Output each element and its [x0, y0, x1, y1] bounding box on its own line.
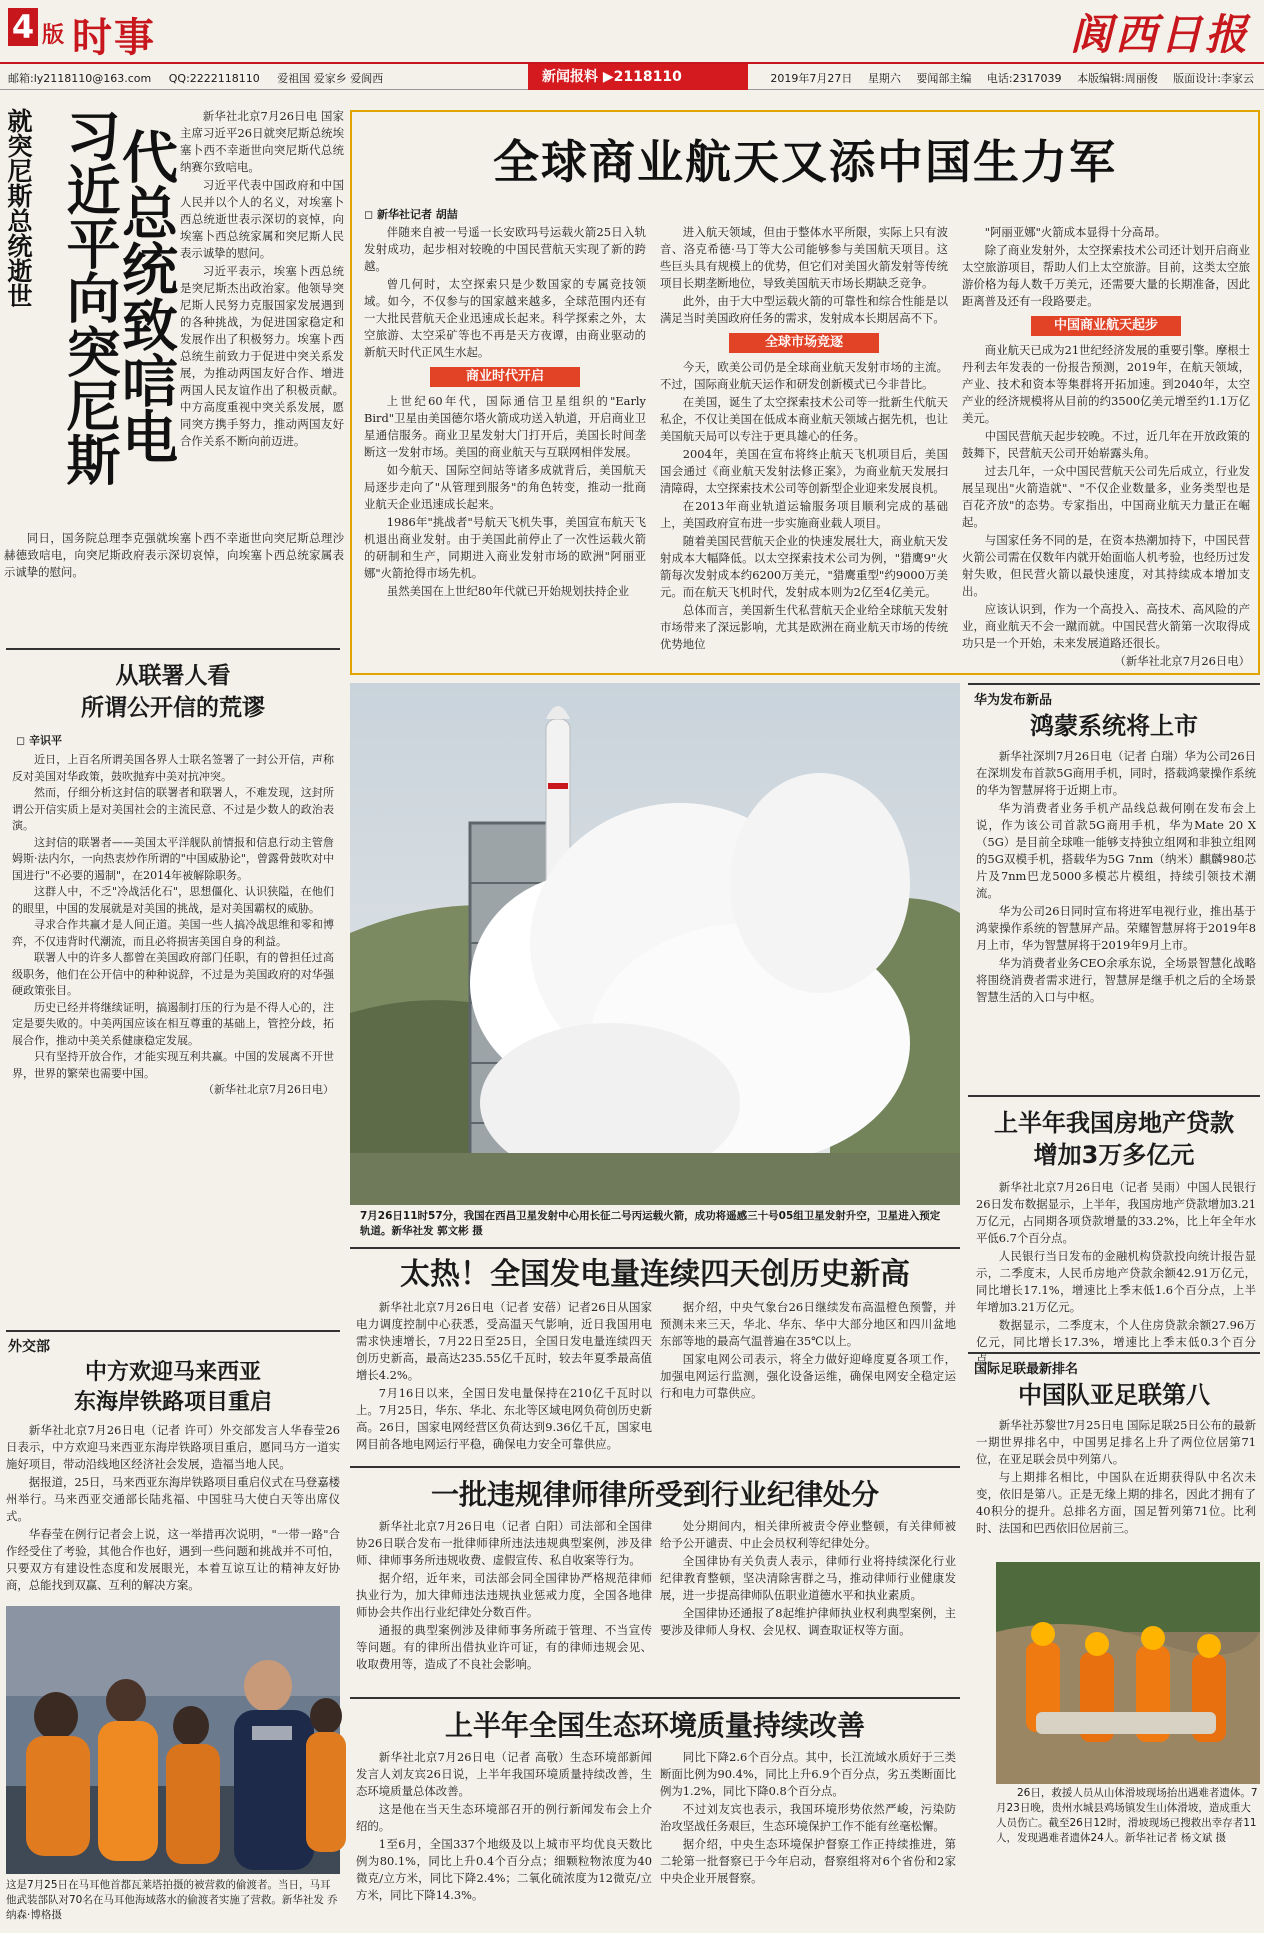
story-body: 近日，上百名所谓美国各界人士联名签署了一封公开信，声称反对美国对华政策，鼓吹抛弃中美对抗冲突。 然而，仔细分析这封信的联署者和联署人，不难发现，这封所谓公开信实质上是对美国社会的主流民意、不过是少数人的政治表演。 这封信的联署者——美国太平洋舰队前情报和信息行动主管詹姆斯·法内尔，一向热衷炒作所谓的"中国威胁论"，曾露骨鼓吹对中国进行"不必要的遏制"，在2014年被解除职务。 这群人中，不乏"冷战活化石"，思想僵化、认识狭隘，在他们的眼里，中国的发展就是对美国的挑战，是对美国霸权的威胁。 寻求合作共赢才是人间正道。美国一些人搞冷战思维和零和博弈，不仅违背时代潮流，而且必将损害美国自身的利益。 联署人中的许多人都曾在美国政府部门任职，有的曾担任过高级职务，他们在公开信中的种种说辞，不过是为美国政府的对华强硬政策张目。 历史已经并将继续证明，搞遏制打压的行为是不得人心的，注定是要失败的。中美两国应该在相互尊重的基础上，管控分歧，拓展合作，推动中美关系健康稳定发展。 只有坚持开放合作，才能实现互利共赢。中国的发展离不开世界，世界的繁荣也需要中国。 （新华社北京7月26日电）: [6, 752, 340, 1332]
story-column-2: 据介绍，中央气象台26日继续发布高温橙色预警，并预测未来三天，华北、华东、华中大部分地区和四川盆地东部等地的最高气温普遍在35℃以上。 国家电网公司表示，将全力做好迎峰度夏各项工作，加强电网运行监测，强化设备运维，确保电网安全稳定运行和电力可靠供应。: [660, 1300, 956, 1400]
football-ranking-story: [968, 1352, 1260, 1557]
story-column-2: 进入航天领域，但由于整体水平所限，实际上只有波音、洛克希德·马丁等大公司能够参与美国航天项目。这些巨头具有规模上的优势，但它们对美国火箭发射等传统项目长期垄断地位，导致美国航天市场长期缺乏竞争。 此外，由于大中型运载火箭的可靠性和综合性能是以满足当时美国政府任务的需求，发射成本长期居高不下。 全球市场竞逐 今天，欧美公司仍是全球商业航天发射市场的主流。不过，国际商业航天运作和研发创新模式已今非昔比。 在美国，诞生了太空探索技术公司等一批新生代航天私企，不仅让美国在低成本商业航天领域占据先机，也让美国航天局可以专注于更具雄心的任务。 2004年，美国在宣布将终止航天飞机项目后，美国国会通过《商业航天发射法修正案》，为商业航天发展扫清障碍，太空探索技术公司等创新型企业迎来发展良机。 在2013年商业轨道运输服务项目顺利完成的基础上，美国政府宣布进一步实施商业载人项目。 随着美国民营航天企业的快速发展壮大，商业航天发射成本大幅降低。以太空探索技术公司为例，"猎鹰9"火箭每次发射成本约6200万美元，"猎鹰重型"约9000万美元。而在航天飞机时代，发射成本则为2亿至4亿美元。 总体而言，美国新生代私营航天企业给全球航天发射市场带来了深远影响，尤其是欧洲在商业航天市场的传统优势地位: [660, 225, 948, 651]
headline-line-2: 东海岸铁路项目重启: [73, 1390, 272, 1415]
story-column-1: 伴随来自被一号遥一长安欧玛号运载火箭25日入轨发射成功，起步相对较晚的中国民营航天实现了新的跨越。 曾几何时，太空探索只是少数国家的专属竞技领域。如今，不仅参与的国家越来越多，全球范围内还有一大批民营航天企业迅速成长起来。科学探索之外，太空旅游、太空采矿等也不再是天方夜谭，由商业驱动的新航天时代正风生水起。 商业时代开启 上世纪60年代，国际通信卫星组织的"Early Bird"卫星由美国德尔塔火箭成功送入轨道，开启商业卫星通信服务。商业卫星发射大门打开后，美国长时间垄断这一发射市场。美国的商业航天与互联网相伴发展。 如今航天、国际空间站等诸多成就背后，美国航天局逐步走向了"从管理到服务"的角色转变，推动一批商业航天企业迅速成长起来。 1986年"挑战者"号航天飞机失事，美国宣布航天飞机退出商业发射。由于美国此前停止了一次性运载火箭的研制和生产，同期进入商业发射市场的欧洲"阿丽亚娜"火箭抢得市场先机。 虽然美国在上世纪80年代就已开始规划扶持企业: [364, 225, 646, 598]
designer: 版面设计:李家云: [1173, 72, 1254, 85]
lawyer-discipline-story: [350, 1466, 960, 1696]
story-kicker: 国际足联最新排名: [974, 1362, 1079, 1377]
story-body: 新华社北京7月26日电（记者 许可）外交部发言人华春莹26日表示，中方欢迎马来西亚东海岸铁路项目重启，愿同马方一道实施好项目，带动沿线地区经济社会发展，造福当地人民。 据报道，25日，马来西亚东海岸铁路项目重启仪式在马登嘉楼州举行。马来西亚交通部长陆兆福、中国驻马大使白天等出席仪式。 华春莹在例行记者会上说，这一举措再次说明，"一带一路"合作经受住了考验，其他合作也好，遇到一些问题和挑战并不可怕，只要双方有建设性态度和发展眼光，本着互谅互让的精神友好协商，总能找到双赢、互利的解决方案。: [6, 1423, 340, 1592]
power-generation-story: [350, 1247, 960, 1465]
headline: 中国队亚足联第八: [1018, 1381, 1210, 1409]
commentary-story: [6, 648, 340, 1328]
headline: 太热！全国发电量连续四天创历史新高: [400, 1257, 910, 1292]
story-column-2: 处分期间内，相关律所被责令停业整顿，有关律师被给予公开谴责、中止会员权利等纪律处分。 全国律协有关负责人表示，律师行业将持续深化行业纪律教育整顿，坚决清除害群之马，推动律师行业健康发展，进一步提高律师队伍职业道德水平和执业素质。 全国律协还通报了8起维护律师执业权利典型案例，主要涉及律师人身权、会见权、调查取证权等方面。: [660, 1519, 956, 1637]
duty-editor: 要闻部主编: [916, 72, 972, 85]
headline: 鸿蒙系统将上市: [1030, 712, 1198, 740]
dateline: （新华社北京7月26日电）: [203, 1083, 334, 1096]
photo-caption: 7月26日11时57分，我国在西昌卫星发射中心用长征二号丙运载火箭，成功将遥感三十号05组卫星发射升空，卫星进入预定轨道。新华社发 郭文彬 摄: [360, 1210, 941, 1237]
info-bar: [0, 62, 1264, 90]
headline-line-1: 从联署人看: [115, 663, 231, 689]
email-text: 邮箱:ly2118110@163.com: [8, 72, 152, 85]
commercial-space-story: [350, 110, 1260, 675]
qq-text: QQ:2222118110: [168, 72, 260, 85]
xi-condolence-story: [4, 108, 344, 538]
rescued-migrants-photo: [6, 1606, 340, 1874]
newspaper-logo: 阆西日报: [1069, 10, 1250, 59]
headline: 上半年全国生态环境质量持续改善: [444, 1709, 865, 1742]
story-column-1: 新华社北京7月26日电（记者 高敬）生态环境部新闻发言人刘友宾26日说，上半年我国环境质量持续改善，生态环境质量总体改善。 这是他在当天生态环境部召开的例行新闻发布会上介绍的。 1至6月，全国337个地级及以上城市平均优良天数比例为80.1%，同比上升0.4个百分点；细颗粒物浓度为40微克/立方米，同比下降2.4%；二氧化硫浓度为12微克/立方米，同比下降14.3%。: [356, 1750, 652, 1902]
malaysia-railway-story: [6, 1330, 340, 1600]
story-kicker: 外交部: [8, 1339, 50, 1355]
story-body: 新华社北京7月26日电 国家主席习近平26日就突尼斯总统埃塞卜西不幸逝世向突尼斯代总统纳赛尔致唁电。 习近平代表中国政府和中国人民并以个人的名义，对埃塞卜西总统逝世表示深切的哀悼，向埃塞卜西总统家属和突尼斯人民表示诚挚的慰问。 习近平表示，埃塞卜西总统是突尼斯杰出政治家。他领导突尼斯人民努力克服国家发展遇到的各种挑战，为促进国家稳定和发展作出了积极努力。埃塞卜西总统生前致力于促进中突关系发展，为推动两国友好合作、增进两国人民友谊作出了积极贡献。中方高度重视中突关系发展，愿同突方携手努力，推动两国友好合作关系不断向前迈进。: [180, 109, 344, 448]
story-kicker: 华为发布新品: [974, 693, 1053, 708]
photo-caption: 这是7月25日在马耳他首都瓦莱塔拍摄的被营救的偷渡者。当日，马耳他武装部队对70名在马耳他海域落水的偷渡者实施了营救。新华社发 乔纳森·博格摄: [6, 1879, 338, 1921]
headline-line-1: 上半年我国房地产贷款: [994, 1109, 1234, 1137]
weekday: 星期六: [867, 72, 901, 85]
author-byline: ◻ 辛识平: [16, 734, 62, 747]
headline-line-2: 所谓公开信的荒谬: [81, 695, 265, 721]
property-loan-story: [968, 1095, 1260, 1366]
story-body: 新华社苏黎世7月25日电 国际足联25日公布的最新一期世界排名中，中国男足排名上升了两位位居第71位，在亚足联会员中列第八。 与上期排名相比，中国队在近期获得队中名次未变，依旧是第八。正是无缘上期的排名，因此才拥有了40积分的提升。总排名方面，国足暂列第71位。比利时、法国和巴西依旧位居前三。: [976, 1418, 1256, 1535]
subhead-global-market: 全球市场竞逐: [729, 333, 879, 353]
edition-editor: 本版编辑:周丽俊: [1077, 72, 1158, 85]
rocket-launch-photo: [350, 683, 960, 1205]
headline-line-1: 中方欢迎马来西亚: [84, 1360, 261, 1385]
headline: 一批违规律师律所受到行业纪律处分: [430, 1478, 879, 1511]
headline-line-2: 代总统致唁电: [113, 128, 178, 464]
story-body: 新华社北京7月26日电（记者 吴雨）中国人民银行26日发布数据显示，上半年，我国房地产贷款增加3.21万亿元，占同期各项贷款增量的33.2%，比上年全年水平低6.7个百分点。 人民银行当日发布的金融机构贷款投向统计报告显示，二季度末，人民币房地产贷款余额42.91万亿元，同比增长17.1%，增速比上季末低1.6个百分点，上半年增加3.21万亿元。 数据显示，二季度末，个人住房贷款余额27.96万亿元，同比增长17.3%，增速比上季末低0.3个百分点。: [976, 1180, 1256, 1366]
section-title: 时事: [72, 15, 156, 61]
byline: ◻ 新华社记者 胡喆: [364, 208, 458, 221]
headline-line-2: 增加3万多亿元: [1033, 1141, 1195, 1169]
lead-headline: 全球商业航天又添中国生力军: [493, 135, 1117, 189]
page-ban-label: 版: [42, 23, 65, 48]
xi-story-continued: 同日，国务院总理李克强就埃塞卜西不幸逝世向突尼斯总理沙赫德致唁电，向突尼斯政府表示深切哀悼，向埃塞卜西总统家属表示诚挚的慰问。: [4, 531, 344, 579]
ecology-story: [350, 1697, 960, 1933]
page-number: 4: [8, 8, 38, 46]
story-column-1: 新华社北京7月26日电（记者 白阳）司法部和全国律协26日联合发布一批律师律所违法违规典型案例，涉及律师、律师事务所违规收费、虚假宣传、私自收案等行为。 据介绍，近年来，司法部会同全国律协严格规范律师执业行为，加大律师违法违规执业惩戒力度，全国各地律师协会共作出行业纪律处分数百件。 通报的典型案例涉及律师事务所疏于管理、不当宣传等问题。有的律所出借执业许可证，有的律师违规会见、收取费用等，造成了不良社会影响。: [356, 1519, 652, 1671]
story-column-1: 新华社北京7月26日电（记者 安蓓）记者26日从国家电力调度控制中心获悉，受高温天气影响，近日我国用电需求快速增长，7月22日至25日，全国日发电量连续四天创历史新高，最高达235.55亿千瓦时，较去年夏季最高值增长4.2%。 7月16日以来，全国日发电量保持在210亿千瓦时以上。7月25日，华东、华北、东北等区域电网负荷创历史新高。26日，国家电网经营区负荷达到9.36亿千瓦，国家电网目前各地电网运行平稳，确保电力安全可靠供应。: [356, 1300, 652, 1451]
story-column-2: 同比下降2.6个百分点。其中，长江流域水质好于三类断面比例为90.4%，同比上升6.9个百分点，劣五类断面比例为1.2%，同比下降0.8个百分点。 不过刘友宾也表示，我国环境形势依然严峻，污染防治攻坚战任务艰巨，生态环境保护工作不能有丝毫松懈。 据介绍，中央生态环境保护督察工作正持续推进，第二轮第一批督察已于今年启动，督察组将对6个省份和2家中央企业开展督察。: [660, 1750, 956, 1885]
phone: 电话:2317039: [986, 72, 1062, 85]
landslide-rescue-photo: [996, 1562, 1260, 1784]
news-hotline: 新闻报料 ▶2118110: [528, 64, 748, 90]
issue-date: 2019年7月27日: [770, 72, 853, 85]
story-body: 新华社深圳7月26日电（记者 白瑞）华为公司26日在深圳发布首款5G商用手机，同时，搭载鸿蒙操作系统的华为智慧屏将于近期上市。 华为消费者业务手机产品线总裁何刚在发布会上说，作为该公司首款5G商用手机，华为Mate 20 X（5G）是目前全球唯一能够支持独立组网和非独立组网的5G双模手机，搭载华为5G 7nm（纳米）麒麟980芯片及7nm巴龙5000多模芯片模组，持续引领技术潮流。 华为公司26日同时宣布将进军电视行业，推出基于鸿蒙操作系统的智慧屏产品。荣耀智慧屏将于2019年8月上市，华为智慧屏将于2019年9月上市。 华为消费者业务CEO余承东说，全场景智慧化战略将围绕消费者需求进行，智慧屏是继手机之后的全场景智慧生活的入口与中枢。: [976, 749, 1256, 1004]
photo-caption: 26日，救援人员从山体滑坡现场抬出遇难者遗体。7月23日晚，贵州水城县鸡场镇发生山体滑坡，造成重大人员伤亡。截至26日12时，滑坡现场已搜救出幸存者11人，发现遇难者遗体24人。新华社记者 杨文斌 摄: [996, 1787, 1258, 1844]
headline-line-1: 习近平向突尼斯: [58, 108, 121, 486]
story-kicker: 就突尼斯总统逝世: [4, 108, 33, 308]
subhead-business-era: 商业时代开启: [430, 367, 580, 387]
subhead-china-start: 中国商业航天起步: [1031, 316, 1181, 336]
masthead: [0, 0, 1264, 100]
huawei-story: [968, 683, 1260, 1093]
slogan-text: 爱祖国 爱家乡 爱阆西: [277, 72, 384, 85]
story-column-3: "阿丽亚娜"火箭成本显得十分高昂。 除了商业发射外，太空探索技术公司还计划开启商业太空旅游项目，帮助人们上太空旅游。目前，这类太空旅游价格为每人数千万美元，还需要大量的长期准备，因此距离普及还有一段路要走。 中国商业航天起步 商业航天已成为21世纪经济发展的重要引擎。摩根士丹利去年发表的一份报告预测，2019年，在航天领域，产业、技术和资本等集群将开拓加速。到2040年，太空产业的经济规模将从目前的约3500亿美元增至约1.1万亿美元。 中国民营航天起步较晚。不过，近几年在开放政策的鼓舞下，民营航天公司开始崭露头角。 过去几年，一众中国民营航天公司先后成立，行业发展呈现出"火箭造就"、"不仅企业数量多，业务类型也是百花齐放"的态势。专家指出，中国商业航天力量正在崛起。 与国家任务不同的是，在资本热潮加持下，中国民营火箭公司需在仅数年内就开始面临人机考验，也经历过发射失败，但民营火箭以最快速度，对其持续成本增加支出。 应该认识到，作为一个高投入、高技术、高风险的产业，商业航天不会一蹴而就。中国民营火箭第一次取得成功只是一个开始，未来发展道路还很长。 （新华社北京7月26日电）: [962, 225, 1250, 668]
